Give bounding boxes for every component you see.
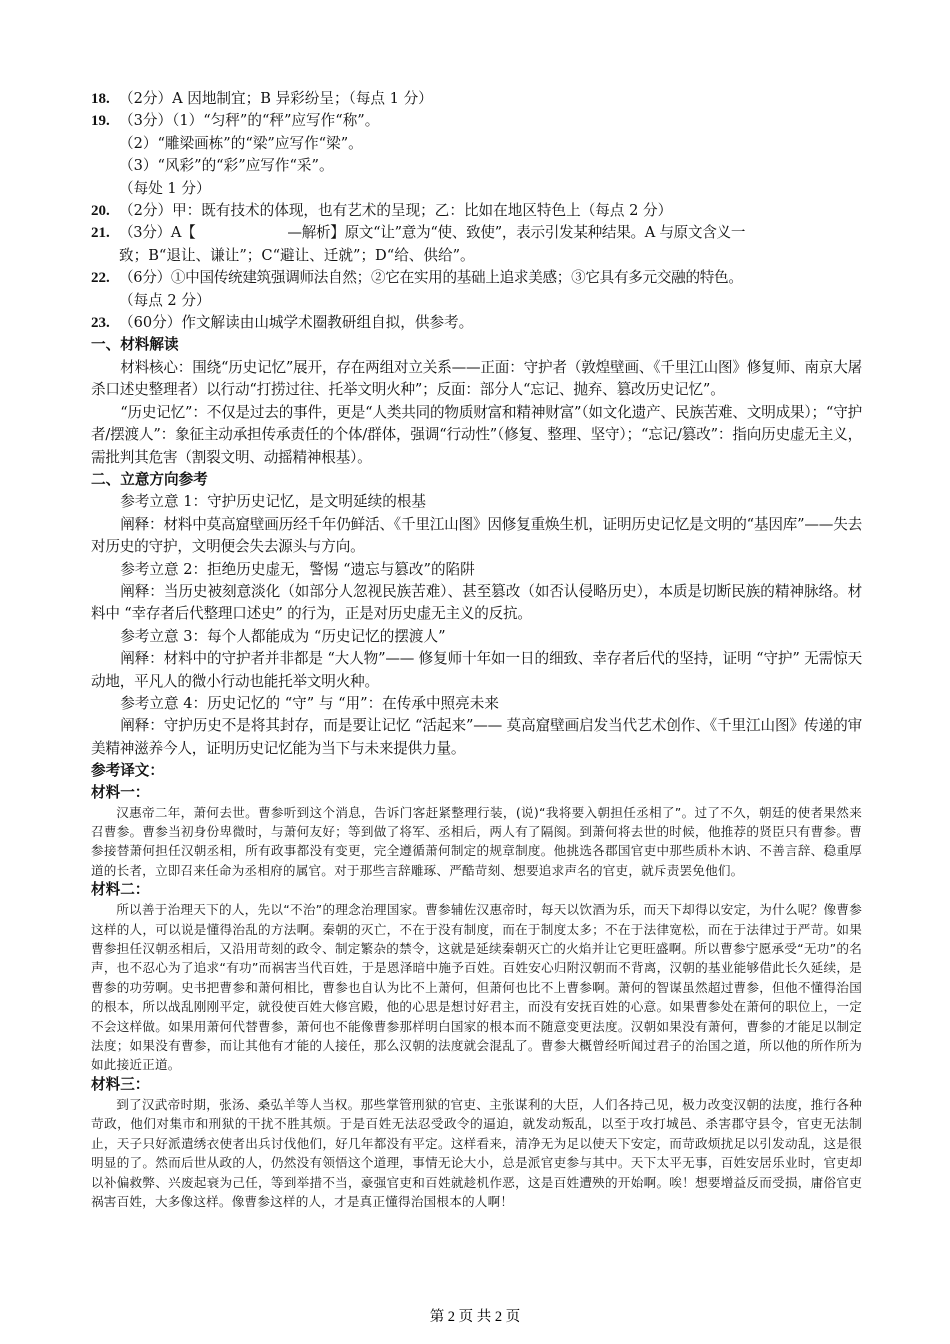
question-number: 23. bbox=[91, 315, 110, 332]
paragraph: 材料核心：围绕“历史记忆”展开，存在两组对立关系——正面：守护者（敦煌壁画、《千里江山图》修复师、南京大屠杀口述史整理者）以行动“打捞过往、托举文明火种”；反面：部分人“忘记、抛弃、篡改历史记忆”。 bbox=[91, 358, 862, 399]
question-number: 18. bbox=[91, 91, 110, 107]
answer-20 bbox=[91, 200, 862, 222]
paragraph: “历史记忆”：不仅是过去的事件，更是“人类共同的物质财富和精神财富”（如文化遗产、民族苦难、文明成果）；“守护者/摆渡人”：象征主动承担传承责任的个体/群体，强调“行动性”（修复、整理、坚守）；“忘记/篡改”：指向历史虚无主义，需批判其危害（割裂文明、动摇精神根基）。 bbox=[91, 403, 862, 466]
answer-text: （2分）甲：既有技术的体现，也有艺术的呈现；乙：比如在地区特色上（每点 2 分） bbox=[119, 202, 673, 220]
answer-text-part: —解析】原文“让”意为“使、致使”，表示引发某种结果。A 与原文含义一 bbox=[287, 224, 746, 242]
thesis-description: 阐释：材料中的守护者并非都是 “大人物”—— 修复师十年如一日的细致、幸存者后代的坚持，证明 “守护” 无需惊天动地，平凡人的微小行动也能托举文明火种。 bbox=[91, 650, 862, 690]
answer-text: （2）“雕梁画栋”的“梁”应写作“梁”。 bbox=[119, 134, 363, 152]
answer-text: （每点 2 分） bbox=[119, 291, 211, 309]
answer-22 bbox=[91, 267, 862, 312]
section-heading: 参考译文： bbox=[91, 762, 164, 780]
thesis-description: 阐释：当历史被刻意淡化（如部分人忽视民族苦难）、甚至篡改（如否认侵略历史），本质是切断民族的精神脉络。材料中 “幸存者后代整理口述史” 的行为，正是对历史虚无主义的反抗。 bbox=[91, 582, 862, 623]
question-number: 22. bbox=[91, 270, 110, 287]
material-label: 材料一： bbox=[91, 783, 150, 801]
answer-text-part: （3分）A【 bbox=[119, 224, 196, 242]
thesis-title: 参考立意 4：历史记忆的 “守” 与 “用”：在传承中照亮未来 bbox=[120, 694, 499, 712]
thesis-title: 参考立意 1：守护历史记忆，是文明延续的根基 bbox=[120, 493, 426, 511]
question-number: 21. bbox=[91, 225, 110, 242]
question-number: 19. bbox=[91, 113, 110, 130]
answer-text: （3分）（1）“匀秤”的“秤”应写作“称”。 bbox=[119, 112, 380, 130]
answer-text: （2分）A 因地制宜；B 异彩纷呈；（每点 1 分） bbox=[119, 90, 433, 107]
question-number: 20. bbox=[91, 203, 110, 220]
section-heading: 一、材料解读 bbox=[91, 336, 179, 354]
translation-text: 汉惠帝二年，萧何去世。曹参听到这个消息，告诉门客赶紧整理行装，(说)“我将要入朝担任丞相了”。过了不久，朝廷的使者果然来召曹参。曹参当初身份卑微时，与萧何友好；等到做了将军、丞相后，两人有了隔阂。到萧何将去世的时候，他推荐的贤臣只有曹参。曹参接替萧何担任汉朝丞相，所有政事都没有变更，完全遵循萧何制定的规章制度。他挑选各郡国官吏中那些质朴木讷、不善言辞、稳重厚道的长者，立即召来任命为丞相府的属官。对于那些言辞雕琢、严酷苛刻、想要追求声名的官吏，就斥责罢免他们。 bbox=[91, 804, 862, 878]
answer-text: （3）“风彩”的“彩”应写作“采”。 bbox=[119, 157, 334, 175]
thesis-description: 阐释：守护历史不是将其封存，而是要让记忆 “活起来”—— 莫高窟壁画启发当代艺术创作、《千里江山图》传递的审美精神滋养今人，证明历史记忆能为当下与未来提供力量。 bbox=[91, 717, 862, 757]
answer-text: （每处 1 分） bbox=[119, 179, 211, 197]
answer-19 bbox=[91, 110, 862, 200]
answer-21 bbox=[91, 222, 862, 267]
answer-23 bbox=[91, 312, 862, 334]
answer-text: （6分）①中国传统建筑强调师法自然；②它在实用的基础上追求美感；③它具有多元交融的特色。 bbox=[119, 269, 743, 287]
answer-text bbox=[119, 222, 862, 244]
thesis-description: 阐释：材料中莫高窟壁画历经千年仍鲜活、《千里江山图》因修复重焕生机，证明历史记忆是文明的“基因库”——失去对历史的守护，文明便会失去源头与方向。 bbox=[91, 515, 862, 556]
translation-text: 到了汉武帝时期，张汤、桑弘羊等人当权。那些掌管刑狱的官吏、主张谋利的大臣，人们各持己见，极力改变汉朝的法度，推行各种苛政，他们对集市和刑狱的干扰不胜其烦。于是百姓无法忍受政令的逼迫，就发动叛乱，以至于攻打城邑、杀害郡守县令，官吏无法制止，天子只好派遣绣衣使者出兵讨伐他们，好几年都没有平定。这样看来，清净无为足以使天下安定，而苛政烦扰足以引发动乱，这是很明显的了。然而后世从政的人，仍然没有领悟这个道理，事情无论大小，总是派官吏参与其中。天下太平无事，百姓安居乐业时，官吏却以补偏救弊、兴废起衰为己任，等到举措不当，豪强官吏和百姓就趁机作恶，这是百姓遭殃的开始啊。唉！想要增益反而受损，庸俗官吏祸害百姓，大多像这样。像曹参这样的人，才是真正懂得治国根本的人啊！ bbox=[91, 1096, 862, 1209]
thesis-title: 参考立意 2：拒绝历史虚无，警惕 “遗忘与篡改”的陷阱 bbox=[120, 560, 475, 578]
section-heading: 二、立意方向参考 bbox=[91, 470, 208, 488]
thesis-title: 参考立意 3：每个人都能成为 “历史记忆的摆渡人” bbox=[120, 627, 446, 645]
page-footer: 第 2 页 共 2 页 bbox=[429, 1309, 521, 1325]
material-label: 材料三： bbox=[91, 1075, 150, 1093]
answer-text: 致；B“退让、谦让”；C“避让、迁就”；D“给、供给”。 bbox=[119, 246, 475, 264]
translation-text: 所以善于治理天下的人，先以“不治”的理念治理国家。曹参辅佐汉惠帝时，每天以饮酒为乐，而天下却得以安定，为什么呢？像曹参这样的人，可以说是懂得治乱的方法啊。秦朝的灭亡，不在于没有制度，而在于制度太多；不在于法律宽松，而在于法律过于严苛。如果曹参担任汉朝丞相后，又沿用苛刻的政令、制定繁杂的禁令，这就是延续秦朝灭亡的火焰并让它更旺盛啊。所以曹参宁愿承受“无功”的名声，也不忍心为了追求“有功”而祸害当代百姓，于是恩泽暗中施予百姓。百姓安心归附汉朝而不背离，汉朝的基业能够借此长久延续，是曹参的功劳啊。史书把曹参和萧何相比，曹参也自认为比不上萧何，但萧何也比不上曹参啊。萧何的智谋虽然超过曹参，但他不懂得治国的根本，所以战乱刚刚平定，就役使百姓大修宫殿，他的心思是想讨好君主，而没有安抚百姓的心意。如果曹参处在萧何的职位上，一定不会这样做。如果用萧何代替曹参，萧何也不能像曹参那样明白国家的根本而不随意变更法度。汉朝如果没有萧何，曹参的才能足以制定法度；如果没有曹参，而让其他有才能的人接任，那么汉朝的法度就会混乱了。曹参大概曾经听闻过君子的治国之道，所以他的所作所为如此接近正道。 bbox=[91, 902, 862, 1073]
material-label: 材料二： bbox=[91, 881, 150, 899]
answer-18 bbox=[91, 88, 862, 110]
answer-text: （60分）作文解读由山城学术圈教研组自拟，供参考。 bbox=[119, 314, 474, 332]
